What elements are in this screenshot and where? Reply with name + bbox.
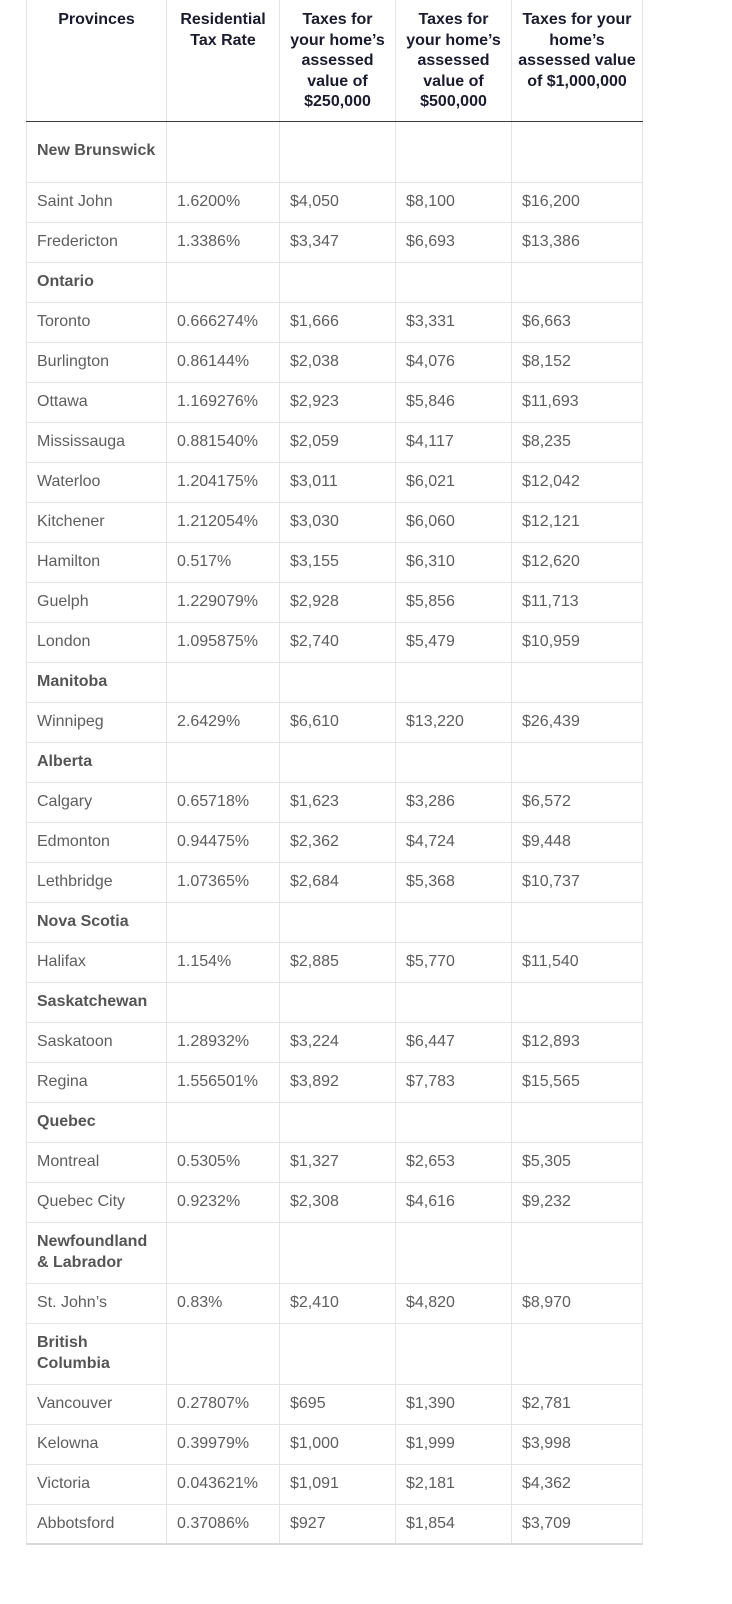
table-row	[27, 502, 643, 542]
tax-250k: $3,347	[280, 222, 396, 262]
tax-500k: $5,770	[396, 942, 512, 982]
empty-cell	[512, 121, 643, 182]
tax-1m: $4,362	[512, 1464, 643, 1504]
tax-500k: $3,286	[396, 782, 512, 822]
tax-rate: 0.043621%	[167, 1464, 280, 1504]
tax-250k: $3,030	[280, 502, 396, 542]
tax-250k: $2,740	[280, 622, 396, 662]
tax-1m: $11,540	[512, 942, 643, 982]
city-name: Calgary	[27, 782, 167, 822]
tax-500k: $3,331	[396, 302, 512, 342]
tax-250k: $2,923	[280, 382, 396, 422]
empty-cell	[167, 1222, 280, 1283]
table-row	[27, 862, 643, 902]
empty-cell	[396, 1323, 512, 1384]
empty-cell	[396, 742, 512, 782]
table-row	[27, 1142, 643, 1182]
tax-500k: $2,181	[396, 1464, 512, 1504]
empty-cell	[396, 982, 512, 1022]
province-name: Nova Scotia	[27, 902, 167, 942]
tax-250k: $3,224	[280, 1022, 396, 1062]
empty-cell	[396, 121, 512, 182]
tax-1m: $11,693	[512, 382, 643, 422]
table-row	[27, 582, 643, 622]
tax-1m: $8,152	[512, 342, 643, 382]
city-name: Mississauga	[27, 422, 167, 462]
tax-500k: $6,060	[396, 502, 512, 542]
city-name: London	[27, 622, 167, 662]
tax-500k: $6,310	[396, 542, 512, 582]
province-name: Quebec	[27, 1102, 167, 1142]
city-name: Halifax	[27, 942, 167, 982]
empty-cell	[512, 662, 643, 702]
tax-rate: 0.9232%	[167, 1182, 280, 1222]
tax-250k: $3,155	[280, 542, 396, 582]
tax-250k: $2,928	[280, 582, 396, 622]
city-name: Kelowna	[27, 1424, 167, 1464]
tax-250k: $1,666	[280, 302, 396, 342]
header-provinces: Provinces	[27, 0, 167, 121]
tax-500k: $8,100	[396, 182, 512, 222]
city-name: Guelph	[27, 582, 167, 622]
tax-500k: $6,693	[396, 222, 512, 262]
tax-1m: $12,121	[512, 502, 643, 542]
empty-cell	[280, 902, 396, 942]
empty-cell	[167, 662, 280, 702]
tax-500k: $5,846	[396, 382, 512, 422]
tax-250k: $2,885	[280, 942, 396, 982]
empty-cell	[280, 1323, 396, 1384]
empty-cell	[512, 1323, 643, 1384]
table-row	[27, 702, 643, 742]
tax-500k: $5,856	[396, 582, 512, 622]
empty-cell	[512, 902, 643, 942]
province-row	[27, 982, 643, 1022]
tax-1m: $10,737	[512, 862, 643, 902]
city-name: Quebec City	[27, 1182, 167, 1222]
province-name: Saskatchewan	[27, 982, 167, 1022]
tax-500k: $13,220	[396, 702, 512, 742]
tax-rate: 2.6429%	[167, 702, 280, 742]
tax-rate: 0.881540%	[167, 422, 280, 462]
province-row	[27, 662, 643, 702]
tax-1m: $12,893	[512, 1022, 643, 1062]
empty-cell	[280, 121, 396, 182]
table-header	[27, 0, 643, 121]
tax-500k: $2,653	[396, 1142, 512, 1182]
tax-rate: 0.37086%	[167, 1504, 280, 1544]
tax-500k: $1,390	[396, 1384, 512, 1424]
tax-rate: 0.83%	[167, 1283, 280, 1323]
table-row	[27, 542, 643, 582]
empty-cell	[280, 982, 396, 1022]
tax-rate: 0.517%	[167, 542, 280, 582]
table-row	[27, 1384, 643, 1424]
tax-rate: 1.154%	[167, 942, 280, 982]
empty-cell	[167, 902, 280, 942]
tax-rate: 1.229079%	[167, 582, 280, 622]
province-row	[27, 902, 643, 942]
city-name: Victoria	[27, 1464, 167, 1504]
tax-1m: $2,781	[512, 1384, 643, 1424]
tax-rate: 1.3386%	[167, 222, 280, 262]
header-residential-tax-rate: Residential Tax Rate	[167, 0, 280, 121]
header-taxes-500k: Taxes for your home’s assessed value of $500,000	[396, 0, 512, 121]
table-row	[27, 782, 643, 822]
tax-rate: 0.39979%	[167, 1424, 280, 1464]
empty-cell	[512, 742, 643, 782]
city-name: Saint John	[27, 182, 167, 222]
table-row	[27, 422, 643, 462]
city-name: St. John’s	[27, 1283, 167, 1323]
empty-cell	[512, 1102, 643, 1142]
empty-cell	[396, 1222, 512, 1283]
table-row	[27, 302, 643, 342]
empty-cell	[280, 742, 396, 782]
tax-250k: $927	[280, 1504, 396, 1544]
city-name: Burlington	[27, 342, 167, 382]
tax-1m: $12,620	[512, 542, 643, 582]
city-name: Regina	[27, 1062, 167, 1102]
tax-rate: 1.212054%	[167, 502, 280, 542]
empty-cell	[167, 121, 280, 182]
empty-cell	[167, 262, 280, 302]
province-row	[27, 1102, 643, 1142]
tax-250k: $3,892	[280, 1062, 396, 1102]
tax-1m: $10,959	[512, 622, 643, 662]
city-name: Edmonton	[27, 822, 167, 862]
tax-250k: $3,011	[280, 462, 396, 502]
tax-1m: $9,232	[512, 1182, 643, 1222]
tax-500k: $1,999	[396, 1424, 512, 1464]
table-row	[27, 1283, 643, 1323]
tax-500k: $4,820	[396, 1283, 512, 1323]
city-name: Montreal	[27, 1142, 167, 1182]
table-row	[27, 822, 643, 862]
tax-1m: $11,713	[512, 582, 643, 622]
empty-cell	[280, 1102, 396, 1142]
empty-cell	[167, 742, 280, 782]
tax-1m: $26,439	[512, 702, 643, 742]
table-row	[27, 1022, 643, 1062]
province-name: British Columbia	[27, 1323, 167, 1384]
tax-250k: $1,000	[280, 1424, 396, 1464]
province-row	[27, 742, 643, 782]
empty-cell	[167, 1102, 280, 1142]
table-row	[27, 222, 643, 262]
tax-500k: $4,076	[396, 342, 512, 382]
table-row	[27, 1182, 643, 1222]
tax-1m: $6,572	[512, 782, 643, 822]
tax-1m: $5,305	[512, 1142, 643, 1182]
province-row	[27, 1323, 643, 1384]
city-name: Fredericton	[27, 222, 167, 262]
tax-250k: $2,038	[280, 342, 396, 382]
table-row	[27, 1464, 643, 1504]
tax-rate: 1.6200%	[167, 182, 280, 222]
empty-cell	[396, 1102, 512, 1142]
tax-500k: $5,479	[396, 622, 512, 662]
tax-250k: $1,091	[280, 1464, 396, 1504]
city-name: Vancouver	[27, 1384, 167, 1424]
property-tax-table	[26, 0, 643, 1545]
tax-rate: 0.86144%	[167, 342, 280, 382]
empty-cell	[280, 662, 396, 702]
empty-cell	[280, 1222, 396, 1283]
table-body	[27, 121, 643, 1544]
tax-1m: $16,200	[512, 182, 643, 222]
tax-rate: 1.095875%	[167, 622, 280, 662]
tax-rate: 1.28932%	[167, 1022, 280, 1062]
tax-500k: $6,021	[396, 462, 512, 502]
empty-cell	[512, 982, 643, 1022]
table-row	[27, 622, 643, 662]
tax-250k: $4,050	[280, 182, 396, 222]
tax-1m: $9,448	[512, 822, 643, 862]
table-row	[27, 182, 643, 222]
empty-cell	[396, 262, 512, 302]
tax-1m: $8,970	[512, 1283, 643, 1323]
tax-250k: $6,610	[280, 702, 396, 742]
city-name: Lethbridge	[27, 862, 167, 902]
province-name: Manitoba	[27, 662, 167, 702]
tax-rate: 1.169276%	[167, 382, 280, 422]
tax-1m: $13,386	[512, 222, 643, 262]
province-row	[27, 262, 643, 302]
tax-500k: $6,447	[396, 1022, 512, 1062]
city-name: Ottawa	[27, 382, 167, 422]
tax-1m: $15,565	[512, 1062, 643, 1102]
empty-cell	[512, 262, 643, 302]
tax-rate: 0.27807%	[167, 1384, 280, 1424]
province-name: Alberta	[27, 742, 167, 782]
tax-500k: $5,368	[396, 862, 512, 902]
tax-250k: $2,308	[280, 1182, 396, 1222]
city-name: Saskatoon	[27, 1022, 167, 1062]
empty-cell	[167, 1323, 280, 1384]
tax-250k: $2,684	[280, 862, 396, 902]
city-name: Hamilton	[27, 542, 167, 582]
tax-500k: $1,854	[396, 1504, 512, 1544]
tax-rate: 1.204175%	[167, 462, 280, 502]
tax-250k: $2,410	[280, 1283, 396, 1323]
header-taxes-1m: Taxes for your home’s assessed value of $1,000,000	[512, 0, 643, 121]
table-row	[27, 382, 643, 422]
tax-1m: $3,709	[512, 1504, 643, 1544]
header-taxes-250k: Taxes for your home’s assessed value of $250,000	[280, 0, 396, 121]
city-name: Kitchener	[27, 502, 167, 542]
empty-cell	[396, 902, 512, 942]
table-row	[27, 1062, 643, 1102]
city-name: Winnipeg	[27, 702, 167, 742]
table-row	[27, 1504, 643, 1544]
province-row	[27, 121, 643, 182]
tax-500k: $4,724	[396, 822, 512, 862]
table-row	[27, 1424, 643, 1464]
tax-rate: 0.5305%	[167, 1142, 280, 1182]
tax-1m: $8,235	[512, 422, 643, 462]
city-name: Abbotsford	[27, 1504, 167, 1544]
city-name: Waterloo	[27, 462, 167, 502]
table-row	[27, 942, 643, 982]
tax-rate: 0.94475%	[167, 822, 280, 862]
province-name: Newfoundland & Labrador	[27, 1222, 167, 1283]
tax-250k: $1,623	[280, 782, 396, 822]
tax-500k: $4,616	[396, 1182, 512, 1222]
tax-1m: $6,663	[512, 302, 643, 342]
tax-500k: $4,117	[396, 422, 512, 462]
tax-rate: 0.666274%	[167, 302, 280, 342]
city-name: Toronto	[27, 302, 167, 342]
tax-1m: $3,998	[512, 1424, 643, 1464]
tax-500k: $7,783	[396, 1062, 512, 1102]
tax-250k: $1,327	[280, 1142, 396, 1182]
empty-cell	[280, 262, 396, 302]
province-name: Ontario	[27, 262, 167, 302]
table-row	[27, 342, 643, 382]
tax-rate: 1.07365%	[167, 862, 280, 902]
empty-cell	[512, 1222, 643, 1283]
table-row	[27, 462, 643, 502]
tax-rate: 0.65718%	[167, 782, 280, 822]
tax-250k: $2,362	[280, 822, 396, 862]
tax-250k: $695	[280, 1384, 396, 1424]
header-row	[27, 0, 643, 121]
province-name: New Brunswick	[27, 121, 167, 182]
tax-rate: 1.556501%	[167, 1062, 280, 1102]
province-row	[27, 1222, 643, 1283]
empty-cell	[167, 982, 280, 1022]
empty-cell	[396, 662, 512, 702]
tax-1m: $12,042	[512, 462, 643, 502]
tax-250k: $2,059	[280, 422, 396, 462]
